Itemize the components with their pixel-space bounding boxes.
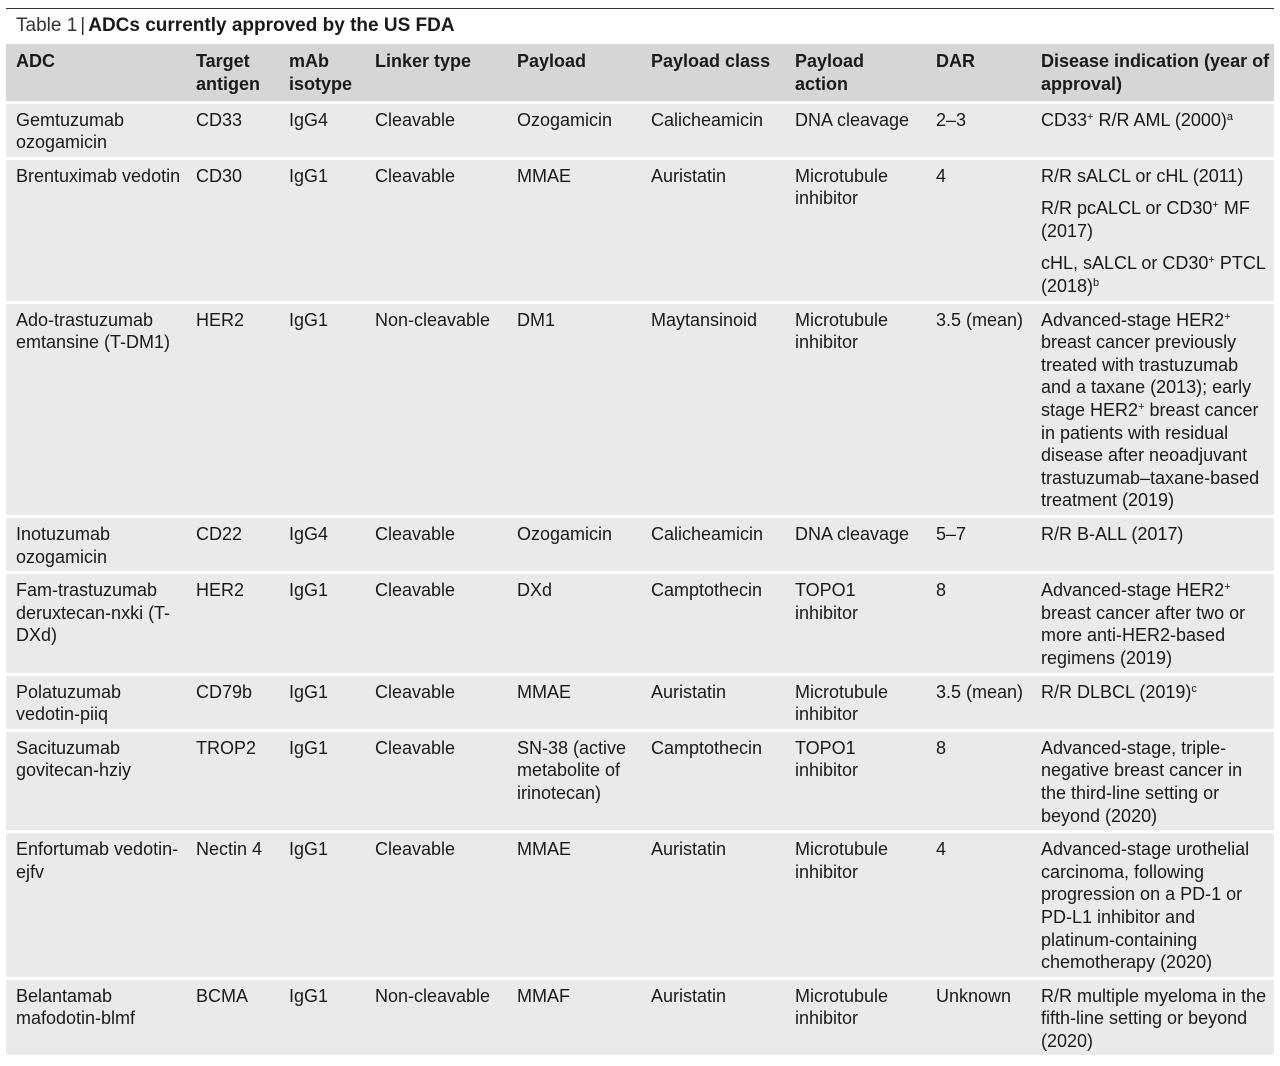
header-cell: Payload action xyxy=(785,44,926,102)
payload-cell: MMAE xyxy=(507,674,641,730)
linker-type-cell: Non-cleavable xyxy=(365,978,507,1055)
indication-entry xyxy=(1041,309,1270,512)
payload-class-cell: Auristatin xyxy=(641,158,785,302)
payload-action-cell: TOPO1 inhibitor xyxy=(785,730,926,831)
header-cell: Payload class xyxy=(641,44,785,102)
payload-cell: SN-38 (active metabolite of irinotecan) xyxy=(507,730,641,831)
indication-text: MF (2017) xyxy=(1041,198,1250,241)
mab-isotype-cell: IgG1 xyxy=(279,302,365,516)
linker-type-cell: Non-cleavable xyxy=(365,302,507,516)
dar-cell: 3.5 (mean) xyxy=(926,674,1031,730)
payload-action-cell: Microtubule inhibitor xyxy=(785,158,926,302)
adc-name-cell: Ado-trastuzumab emtansine (T-DM1) xyxy=(6,302,186,516)
table-row xyxy=(6,832,1274,979)
indication-text: cHL, sALCL or CD30 xyxy=(1041,253,1209,274)
linker-type-cell: Cleavable xyxy=(365,102,507,158)
indication-text: PTCL (2018) xyxy=(1041,253,1266,297)
superscript-mark: + xyxy=(1224,310,1231,323)
adc-name-cell: Belantamab mafodotin-blmf xyxy=(6,978,186,1055)
disease-indication-cell xyxy=(1031,573,1274,674)
dar-cell: 3.5 (mean) xyxy=(926,302,1031,516)
linker-type-cell: Cleavable xyxy=(365,674,507,730)
disease-indication-cell xyxy=(1031,158,1274,302)
payload-action-cell: DNA cleavage xyxy=(785,517,926,573)
header-row xyxy=(6,44,1274,102)
payload-cell: DM1 xyxy=(507,302,641,516)
adc-name-cell: Brentuximab vedotin xyxy=(6,158,186,302)
target-antigen-cell: CD22 xyxy=(186,517,279,573)
table-row xyxy=(6,674,1274,730)
indication-text: Advanced-stage urothelial carcinoma, following progression on a PD-1 or PD-L1 inhibitor and platinum-containing chemotherapy (2020) xyxy=(1041,839,1250,973)
indication-text: R/R multiple myeloma in the fifth-line setting or beyond (2020) xyxy=(1041,985,1267,1051)
indication-text: Advanced-stage HER2 xyxy=(1041,580,1225,601)
adc-name-cell: Fam-trastuzumab deruxtecan-nxki (T-DXd) xyxy=(6,573,186,674)
indication-text: R/R sALCL or cHL (2011) xyxy=(1041,165,1244,186)
disease-indication-cell xyxy=(1031,517,1274,573)
superscript-mark: + xyxy=(1212,199,1219,212)
indication-text: breast cancer after two or more anti-HER2-based regimens (2019) xyxy=(1041,602,1246,668)
table-body xyxy=(6,102,1274,1055)
indication-text: R/R DLBCL (2019) xyxy=(1041,681,1192,702)
superscript-mark: c xyxy=(1191,682,1197,695)
indication-text: Advanced-stage HER2 xyxy=(1041,309,1225,330)
mab-isotype-cell: IgG4 xyxy=(279,517,365,573)
indication-text: R/R AML (2000) xyxy=(1093,109,1227,130)
caption-separator: | xyxy=(80,15,86,36)
indication-entry xyxy=(1041,838,1270,974)
payload-class-cell: Camptothecin xyxy=(641,730,785,831)
dar-cell: 8 xyxy=(926,573,1031,674)
payload-cell: MMAF xyxy=(507,978,641,1055)
indication-text: CD33 xyxy=(1041,109,1088,130)
mab-isotype-cell: IgG1 xyxy=(279,978,365,1055)
adc-name-cell: Inotuzumab ozogamicin xyxy=(6,517,186,573)
header-cell: Linker type xyxy=(365,44,507,102)
linker-type-cell: Cleavable xyxy=(365,517,507,573)
target-antigen-cell: HER2 xyxy=(186,302,279,516)
payload-class-cell: Maytansinoid xyxy=(641,302,785,516)
target-antigen-cell: CD33 xyxy=(186,102,279,158)
adc-table xyxy=(6,44,1274,1055)
table-row xyxy=(6,730,1274,831)
dar-cell: 5–7 xyxy=(926,517,1031,573)
superscript-mark: + xyxy=(1224,581,1231,594)
disease-indication-cell xyxy=(1031,978,1274,1055)
indication-text: R/R pcALCL or CD30 xyxy=(1041,198,1213,219)
indication-entry xyxy=(1041,197,1270,242)
payload-cell: MMAE xyxy=(507,832,641,979)
dar-cell: 4 xyxy=(926,158,1031,302)
payload-class-cell: Auristatin xyxy=(641,674,785,730)
disease-indication-cell xyxy=(1031,302,1274,516)
superscript-mark: + xyxy=(1087,110,1094,123)
table-caption xyxy=(16,14,455,38)
target-antigen-cell: BCMA xyxy=(186,978,279,1055)
payload-cell: MMAE xyxy=(507,158,641,302)
payload-action-cell: Microtubule inhibitor xyxy=(785,674,926,730)
linker-type-cell: Cleavable xyxy=(365,730,507,831)
indication-entry xyxy=(1041,523,1270,546)
indication-text: Advanced-stage, triple-negative breast cancer in the third-line setting or beyond (2020) xyxy=(1041,737,1243,826)
indication-entry xyxy=(1041,737,1270,827)
adc-name-cell: Gemtuzumab ozogamicin xyxy=(6,102,186,158)
indication-text: R/R B-ALL (2017) xyxy=(1041,524,1184,544)
indication-entry xyxy=(1041,681,1270,704)
linker-type-cell: Cleavable xyxy=(365,832,507,979)
dar-cell: 4 xyxy=(926,832,1031,979)
table-row xyxy=(6,517,1274,573)
target-antigen-cell: CD79b xyxy=(186,674,279,730)
payload-class-cell: Camptothecin xyxy=(641,573,785,674)
mab-isotype-cell: IgG1 xyxy=(279,674,365,730)
superscript-mark: b xyxy=(1093,277,1100,290)
table-label: Table 1 xyxy=(16,15,78,36)
dar-cell: 8 xyxy=(926,730,1031,831)
table-row xyxy=(6,978,1274,1055)
target-antigen-cell: HER2 xyxy=(186,573,279,674)
payload-cell: Ozogamicin xyxy=(507,517,641,573)
dar-cell: 2–3 xyxy=(926,102,1031,158)
header-cell: mAb isotype xyxy=(279,44,365,102)
payload-class-cell: Auristatin xyxy=(641,978,785,1055)
indication-text: breast cancer previously treated with trastuzumab and a taxane (2013); early stage HER2 xyxy=(1041,332,1252,421)
table-row xyxy=(6,302,1274,516)
mab-isotype-cell: IgG1 xyxy=(279,730,365,831)
superscript-mark: a xyxy=(1226,110,1233,123)
indication-entry xyxy=(1041,165,1270,188)
payload-class-cell: Calicheamicin xyxy=(641,102,785,158)
mab-isotype-cell: IgG4 xyxy=(279,102,365,158)
payload-action-cell: Microtubule inhibitor xyxy=(785,302,926,516)
adc-name-cell: Polatuzumab vedotin-piiq xyxy=(6,674,186,730)
mab-isotype-cell: IgG1 xyxy=(279,573,365,674)
payload-class-cell: Calicheamicin xyxy=(641,517,785,573)
indication-entry xyxy=(1041,579,1270,669)
disease-indication-cell xyxy=(1031,832,1274,979)
table-title: ADCs currently approved by the US FDA xyxy=(88,15,455,36)
dar-cell: Unknown xyxy=(926,978,1031,1055)
disease-indication-cell xyxy=(1031,674,1274,730)
disease-indication-cell xyxy=(1031,102,1274,158)
disease-indication-cell xyxy=(1031,730,1274,831)
top-rule xyxy=(6,8,1274,9)
payload-action-cell: Microtubule inhibitor xyxy=(785,832,926,979)
payload-cell: DXd xyxy=(507,573,641,674)
indication-entry xyxy=(1041,109,1270,132)
header-cell: DAR xyxy=(926,44,1031,102)
payload-class-cell: Auristatin xyxy=(641,832,785,979)
target-antigen-cell: Nectin 4 xyxy=(186,832,279,979)
table-row xyxy=(6,573,1274,674)
table-row xyxy=(6,102,1274,158)
adc-name-cell: Enfortumab vedotin-ejfv xyxy=(6,832,186,979)
target-antigen-cell: TROP2 xyxy=(186,730,279,831)
indication-text: breast cancer in patients with residual disease after neoadjuvant trastuzumab–taxane-based treatment (2019) xyxy=(1041,400,1260,511)
payload-action-cell: Microtubule inhibitor xyxy=(785,978,926,1055)
superscript-mark: + xyxy=(1208,254,1215,267)
header-cell: Disease indication (year of approval) xyxy=(1031,44,1274,102)
linker-type-cell: Cleavable xyxy=(365,573,507,674)
payload-action-cell: DNA cleavage xyxy=(785,102,926,158)
header-cell: ADC xyxy=(6,44,186,102)
adc-name-cell: Sacituzumab govitecan-hziy xyxy=(6,730,186,831)
payload-action-cell: TOPO1 inhibitor xyxy=(785,573,926,674)
header-cell: Target antigen xyxy=(186,44,279,102)
header-cell: Payload xyxy=(507,44,641,102)
table-row xyxy=(6,158,1274,302)
mab-isotype-cell: IgG1 xyxy=(279,158,365,302)
target-antigen-cell: CD30 xyxy=(186,158,279,302)
indication-entry xyxy=(1041,985,1270,1053)
payload-cell: Ozogamicin xyxy=(507,102,641,158)
mab-isotype-cell: IgG1 xyxy=(279,832,365,979)
indication-entry xyxy=(1041,252,1270,297)
superscript-mark: + xyxy=(1138,401,1145,414)
linker-type-cell: Cleavable xyxy=(365,158,507,302)
